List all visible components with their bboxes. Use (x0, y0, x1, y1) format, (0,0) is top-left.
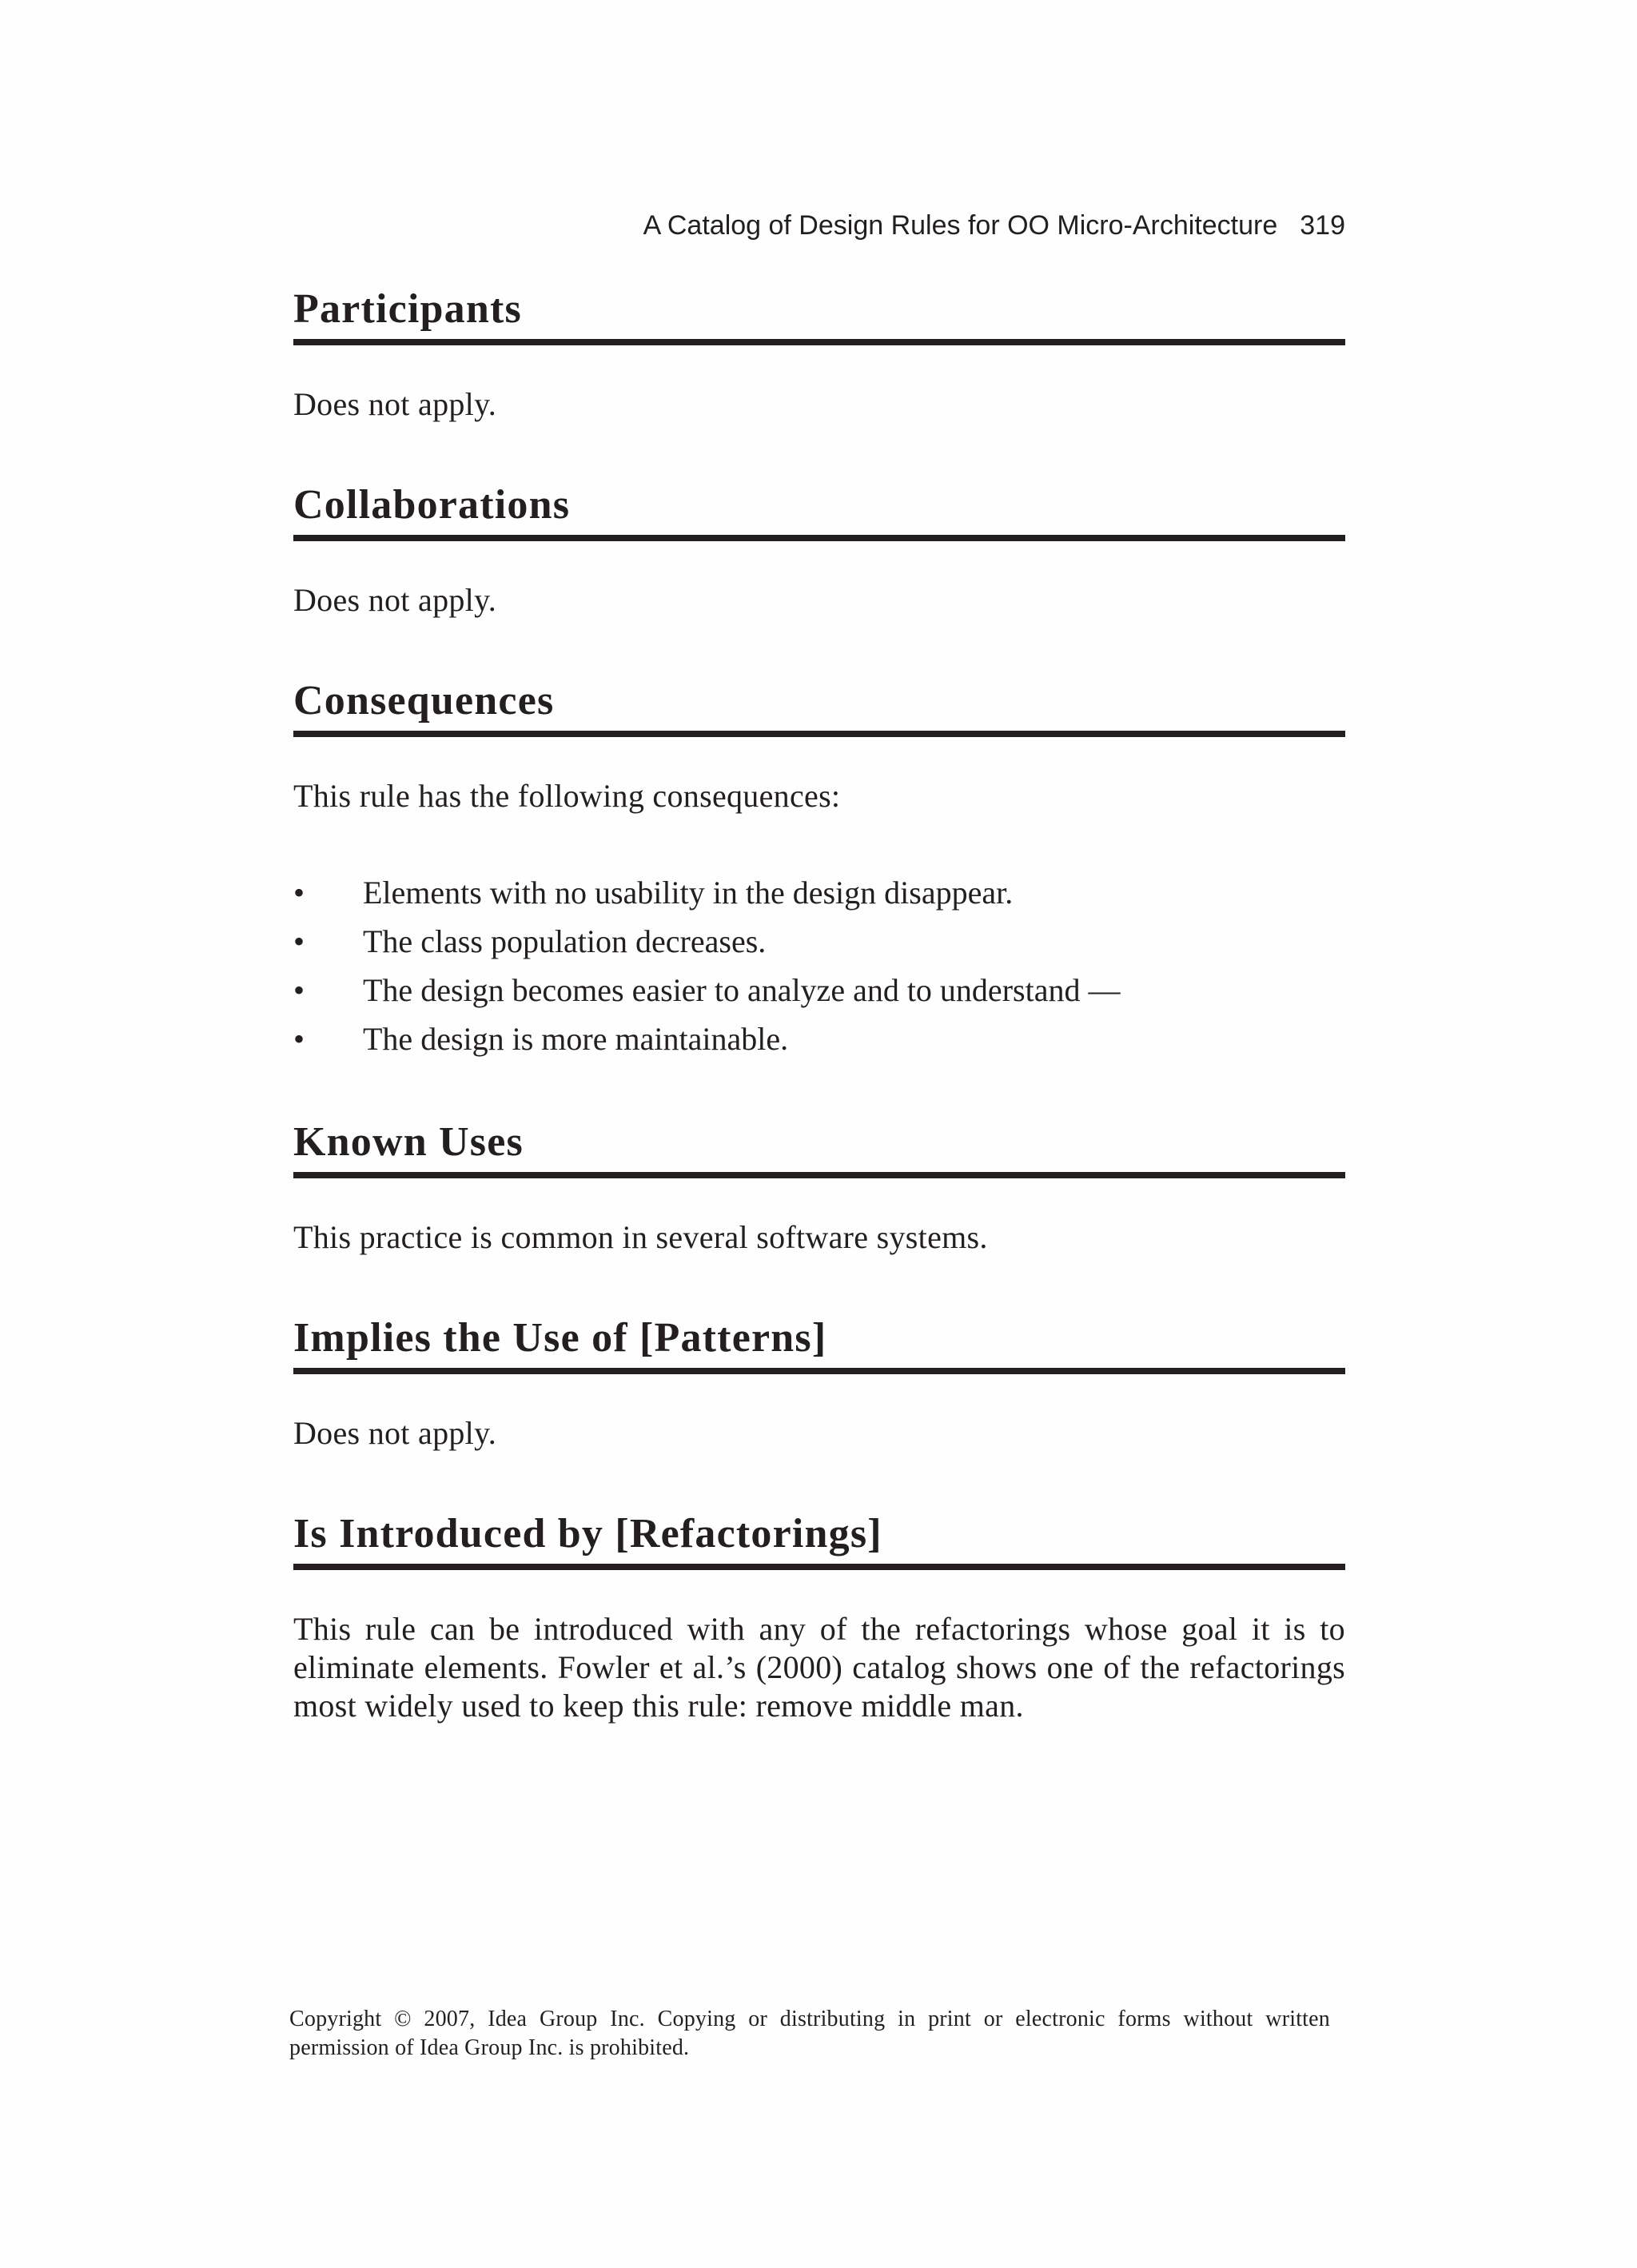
section-heading-known-uses: Known Uses (293, 1118, 1345, 1178)
running-title: A Catalog of Design Rules for OO Micro-Architecture (643, 210, 1278, 241)
list-item-text: Elements with no usability in the design disappear. (363, 875, 1014, 911)
bullet-mark: • (293, 875, 305, 911)
section-is-introduced-by (293, 1509, 1345, 1725)
list-item-text: The design is more maintainable. (363, 1021, 789, 1057)
section-participants (293, 285, 1345, 424)
running-header (293, 206, 1345, 245)
bullet-mark: • (293, 972, 305, 1008)
bullet-mark: • (293, 1021, 305, 1057)
section-body-is-introduced-by: This rule can be introduced with any of the refactorings whose goal it is to eliminate elements. Fowler et al.’s (2000) catalog shows one of the refactorings most widely used to keep this rule: remove middle man. (293, 1611, 1345, 1724)
section-body-collaborations: Does not apply. (293, 582, 497, 618)
section-heading-participants: Participants (293, 285, 1345, 345)
list-item (293, 868, 1345, 917)
list-item (293, 1014, 1345, 1063)
section-body-participants: Does not apply. (293, 386, 497, 422)
section-body-implies-use-of: Does not apply. (293, 1415, 497, 1451)
list-item (293, 966, 1345, 1014)
copyright-text: Copyright © 2007, Idea Group Inc. Copying or distributing in print or electronic forms without written permission of Idea Group Inc. is prohibited. (289, 2007, 1330, 2060)
section-known-uses (293, 1118, 1345, 1257)
section-consequences (293, 676, 1345, 1063)
list-item-text: The class population decreases. (363, 923, 767, 959)
section-body-known-uses: This practice is common in several software systems. (293, 1219, 988, 1255)
consequences-intro: This rule has the following consequences: (293, 778, 841, 814)
section-heading-implies-use-of: Implies the Use of [Patterns] (293, 1313, 1345, 1374)
copyright-footer (289, 2005, 1330, 2063)
section-heading-collaborations: Collaborations (293, 480, 1345, 541)
consequences-list (293, 868, 1345, 1063)
list-item (293, 917, 1345, 966)
section-heading-consequences: Consequences (293, 676, 1345, 737)
section-collaborations (293, 480, 1345, 620)
bullet-mark: • (293, 923, 305, 959)
section-heading-is-introduced-by: Is Introduced by [Refactorings] (293, 1509, 1345, 1570)
list-item-text: The design becomes easier to analyze and to understand — (363, 972, 1121, 1008)
page-number: 319 (1300, 210, 1345, 241)
section-implies-use-of (293, 1313, 1345, 1453)
